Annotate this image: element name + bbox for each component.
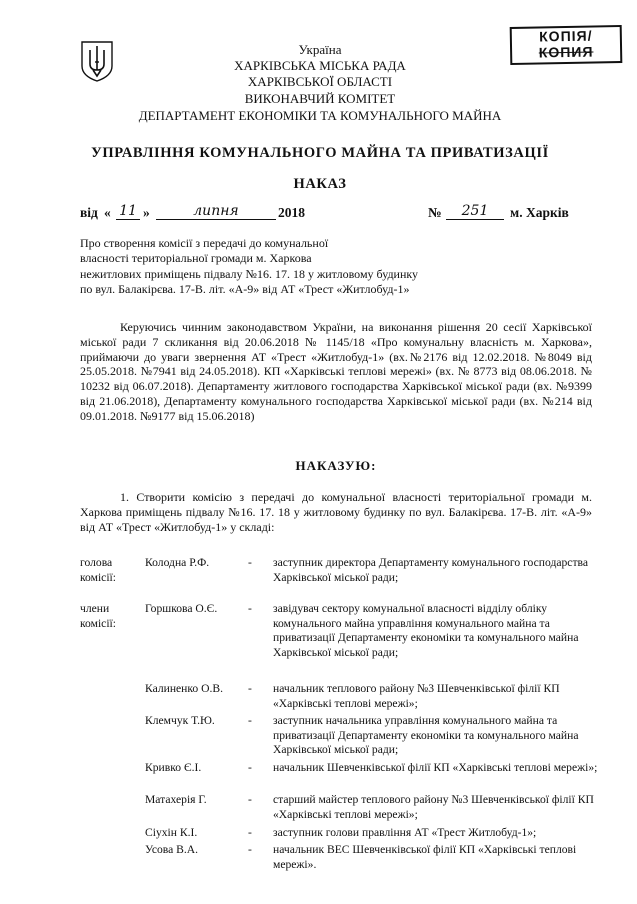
item-1-paragraph: 1. Створити комісію з передачі до комунальної власності територіальної громади м. Харкова приміщень підвалу №16. 17. 18 у житловому будинку по вул. Балакірєва. 17-В. літ. «А-9» від АТ «Трест «Житлобуд-1» у складі: xyxy=(80,490,592,534)
member-name: Матахерія Г. xyxy=(145,793,207,806)
subject-line: нежитлових приміщень підвалу №16. 17. 18 у житловому будинку xyxy=(80,266,419,281)
member-name: Колодна Р.Ф. xyxy=(145,556,210,569)
member-dash: - xyxy=(248,793,252,806)
member-name: Калиненко О.В. xyxy=(145,682,224,695)
header-line-2: ХАРКІВСЬКОЇ ОБЛАСТІ xyxy=(247,74,393,89)
member-position: начальник Шевченківської філії КП «Харківські теплові мережі»; xyxy=(273,761,598,774)
member-name: Клемчук Т.Ю. xyxy=(145,714,215,727)
member-position: старший майстер теплового району №3 Шевченківської філії КП «Харківські теплові мережі»; xyxy=(273,793,594,821)
number-label: № xyxy=(428,205,442,220)
quote-open: « xyxy=(104,205,111,220)
member-name: Горшкова О.Є. xyxy=(145,602,218,615)
order-number: 251 xyxy=(446,203,504,220)
order-day: 11 xyxy=(116,203,140,220)
member-name: Усова В.А. xyxy=(145,843,199,856)
order-city: м. Харків xyxy=(510,205,569,220)
header-line-3: ВИКОНАВЧИЙ КОМІТЕТ xyxy=(244,91,396,106)
header-line-1: ХАРКІВСЬКА МІСЬКА РАДА xyxy=(234,58,406,73)
commission-role: голова комісії: xyxy=(80,556,116,584)
subject-line: власності територіальної громади м. Харкова xyxy=(80,251,312,266)
header-line-4: ДЕПАРТАМЕНТ ЕКОНОМІКИ ТА КОМУНАЛЬНОГО МАЙНА xyxy=(138,108,502,123)
member-position: заступник голови правління АТ «Трест Житлобуд-1»; xyxy=(273,826,537,839)
stamp-line-2: КОПИЯ xyxy=(538,43,594,61)
header-country: Україна xyxy=(298,42,342,57)
member-position: начальник теплового району №3 Шевченківської філії КП «Харківські теплові мережі»; xyxy=(273,682,560,710)
member-name: Кривко Є.І. xyxy=(145,761,202,774)
member-dash: - xyxy=(248,843,252,856)
order-subject xyxy=(80,236,480,297)
member-dash: - xyxy=(248,602,252,615)
preamble-paragraph: Керуючись чинним законодавством України, на виконання рішення 20 сесії Харківської міської ради 7 скликання від 20.06.2018 № 1145/18 «Про комунальну власність м. Харкова», приймаючи до уваги звернення АТ «Трест «Житлобуд-1» (вх.№2176 від 12.02.2018. №8049 від 25.05.2018. №7941 від 24.05.2018). КП «Харківські теплові мережі» (вх. № 8773 від 08.06.2018. № 10232 від 06.07.2018). Департаменту житлового господарства Харківської міської ради (вх. №9399 від 21.06.2018), Департаменту комунального господарства Харківської міської ради (вх. №214 від 09.01.2018. №9177 від 15.06.2018) xyxy=(80,320,592,423)
order-year: 2018 xyxy=(278,205,305,220)
subject-line: по вул. Балакірєва. 17-В. літ. «А-9» від АТ «Трест «Житлобуд-1» xyxy=(80,281,410,296)
member-dash: - xyxy=(248,761,252,774)
order-month: липня xyxy=(156,203,276,220)
member-name: Сіухін К.І. xyxy=(145,826,198,839)
member-dash: - xyxy=(248,826,252,839)
date-line xyxy=(80,205,600,223)
office-title: УПРАВЛІННЯ КОМУНАЛЬНОГО МАЙНА ТА ПРИВАТИЗАЦІЇ xyxy=(91,145,549,161)
quote-close: » xyxy=(143,205,150,220)
member-position: заступник директора Департаменту комунального господарства Харківської міської ради; xyxy=(273,556,588,584)
member-position: начальник ВЕС Шевченківської філії КП «Харківські теплові мережі». xyxy=(273,843,577,871)
commission-role: члени комісії: xyxy=(80,602,116,630)
member-position: завідувач сектору комунальної власності відділу обліку комунального майна управління комунального майна та приватизації Департаменту економіки та комунального майна Харківської міської ради; xyxy=(273,602,579,659)
from-label: від xyxy=(80,205,98,220)
member-position: заступник начальника управління комунального майна та приватизації Департаменту економіки та комунального майна Харківської міської ради; xyxy=(273,714,579,756)
stamp-line-1: КОПІЯ/ xyxy=(539,27,593,45)
order-word: НАКАЗУЮ: xyxy=(295,458,377,473)
member-dash: - xyxy=(248,556,252,569)
document-type: НАКАЗ xyxy=(293,176,347,192)
subject-line: Про створення комісії з передачі до комунальної xyxy=(80,236,329,250)
member-dash: - xyxy=(248,682,252,695)
member-dash: - xyxy=(248,714,252,727)
